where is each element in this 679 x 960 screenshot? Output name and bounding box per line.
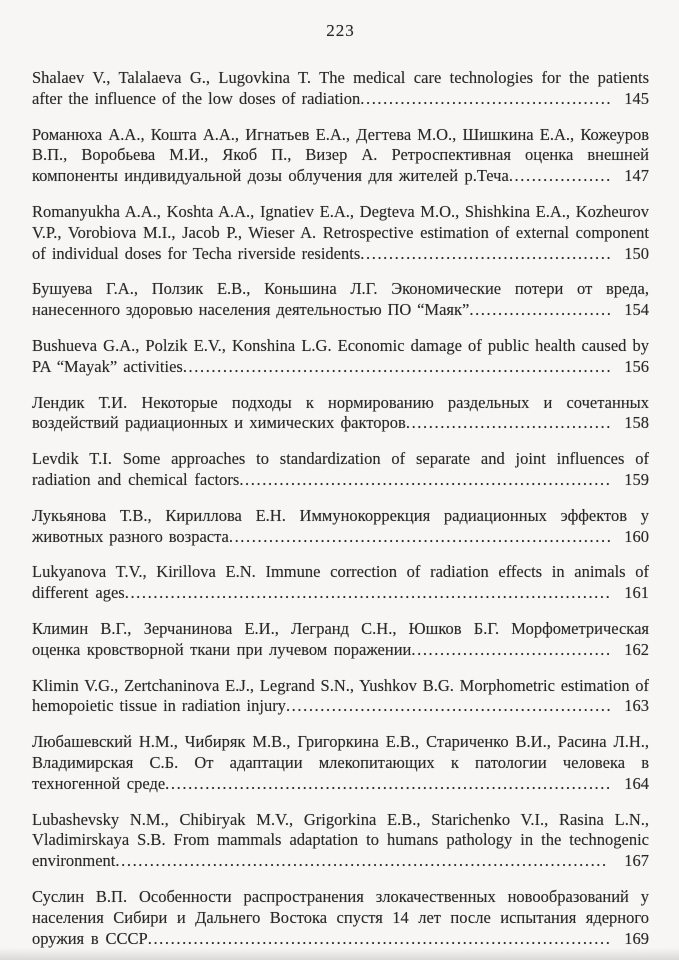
toc-entry [32, 449, 649, 491]
dot-leader: .............................................................................. [165, 773, 612, 793]
dot-leader: ................................................................... [228, 526, 613, 546]
toc-list [32, 68, 649, 949]
entry-text: Климин В.Г., Зерчанинова Е.И., Легранд С.Н., Юшков Б.Г. Морфометрическая оценка кровстворной ткани при лучевом поражении [32, 618, 649, 659]
entry-text: Суслин В.П. Особенности распространения злокачественных новообразований у населения Сибири и Дальнего Востока спустя 14 лет после испытания ядерного оружия в СССР [32, 886, 649, 948]
toc-entry [32, 279, 649, 321]
toc-entry [32, 68, 649, 110]
entry-page-number: 150 [624, 243, 649, 263]
toc-entry [32, 393, 649, 435]
entry-text: Лукьянова Т.В., Кириллова Е.Н. Иммунокоррекция радиационных эффектов у животных разного возраста [32, 505, 649, 546]
entry-text: Лендик Т.И. Некоторые подходы к нормированию раздельных и сочетанных воздействий радиационных и химических факторов [32, 392, 649, 433]
toc-entry [32, 676, 649, 718]
dot-leader: ..................................................................................... [124, 583, 612, 603]
toc-entry [32, 887, 649, 949]
entry-page-number: 159 [624, 469, 650, 489]
entry-page-number: 161 [624, 583, 649, 603]
entry-text: Shalaev V., Talalaeva G., Lugovkina T. The medical care technologies for the patients after the influence of the low doses of radiation [32, 68, 649, 108]
page-number-header: 223 [326, 21, 355, 40]
entry-text: Любашевский Н.М., Чибиряк М.В., Григоркина Е.В., Стариченко В.И., Расина Л.Н., Владимирская С.Б. От адаптации млекопитающих к патологии человека в техногенной среде [32, 732, 649, 793]
toc-entry [32, 125, 649, 187]
entry-page-number: 158 [624, 413, 649, 433]
entry-page-number: 160 [624, 526, 649, 546]
toc-entry [32, 732, 649, 794]
entry-text: Levdik T.I. Some approaches to standardization of separate and joint influences of radiation and chemical factors [32, 449, 649, 489]
toc-entry [32, 810, 649, 872]
dot-leader: ................................... [411, 639, 612, 659]
toc-entry [32, 619, 649, 661]
entry-page-number: 167 [624, 851, 649, 871]
entry-text: Bushueva G.A., Polzik E.V., Konshina L.G. Economic damage of public health caused by PA “Mayak” activities [32, 335, 649, 376]
entry-text: Romanyukha A.A., Koshta A.A., Ignatiev E.A., Degteva M.O., Shishkina E.A., Kozheurov V.P., Vorobiova M.I., Jacob P., Wieser A. Retrospective estimation of external component of individual doses for Techa riverside residents [32, 201, 649, 263]
scan-edge-shadow [0, 948, 679, 960]
dot-leader: ............................................ [360, 88, 613, 108]
entry-page-number: 154 [624, 300, 649, 320]
dot-leader: ......................... [469, 300, 613, 320]
entry-page-number: 147 [624, 166, 649, 186]
entry-text: Бушуева Г.А., Ползик Е.В., Коньшина Л.Г. Экономические потери от вреда, нанесенного здоровью населения деятельностью ПО “Маяк” [32, 279, 649, 320]
entry-page-number: 163 [624, 696, 649, 716]
dot-leader: ........................................................................... [182, 356, 613, 376]
dot-leader: .................................... [405, 413, 612, 433]
toc-entry [32, 336, 649, 378]
dot-leader: ................................................................................. [147, 928, 612, 948]
entry-page-number: 162 [624, 639, 650, 659]
dot-leader: ......................................................... [285, 696, 613, 716]
dot-leader: ............................................ [360, 243, 613, 263]
entry-text: Романюха А.А., Кошта А.А., Игнатьев Е.А., Дегтева М.О., Шишкина Е.А., Кожеуров В.П., Воробьева М.И., Якоб П., Визер А. Ретроспективная оценка внешней компоненты индивидуальной дозы облучения для жителей р.Теча [32, 124, 649, 186]
toc-entry [32, 506, 649, 548]
entry-page-number: 156 [624, 356, 649, 376]
toc-entry [32, 562, 649, 604]
dot-leader: ................................................................. [239, 469, 612, 489]
entry-text: Lukyanova T.V., Kirillova E.N. Immune correction of radiation effects in animals of different ages [32, 562, 649, 603]
dot-leader: ...................................................................................... [115, 851, 608, 871]
entry-page-number: 145 [624, 88, 650, 108]
entry-text: Lubashevsky N.M., Chibiryak M.V., Grigorkina E.B., Starichenko V.I., Rasina L.N., Vladimirskaya S.B. From mammals adaptation to humans pathology in the technogenic environment [32, 809, 649, 871]
entry-page-number: 169 [624, 928, 649, 948]
dot-leader: .................. [508, 166, 612, 186]
entry-text: Klimin V.G., Zertchaninova E.J., Legrand S.N., Yushkov B.G. Morphometric estimation of hemopoietic tissue in radiation injury [32, 675, 649, 716]
entry-page-number: 164 [624, 773, 649, 793]
toc-entry [32, 202, 649, 264]
